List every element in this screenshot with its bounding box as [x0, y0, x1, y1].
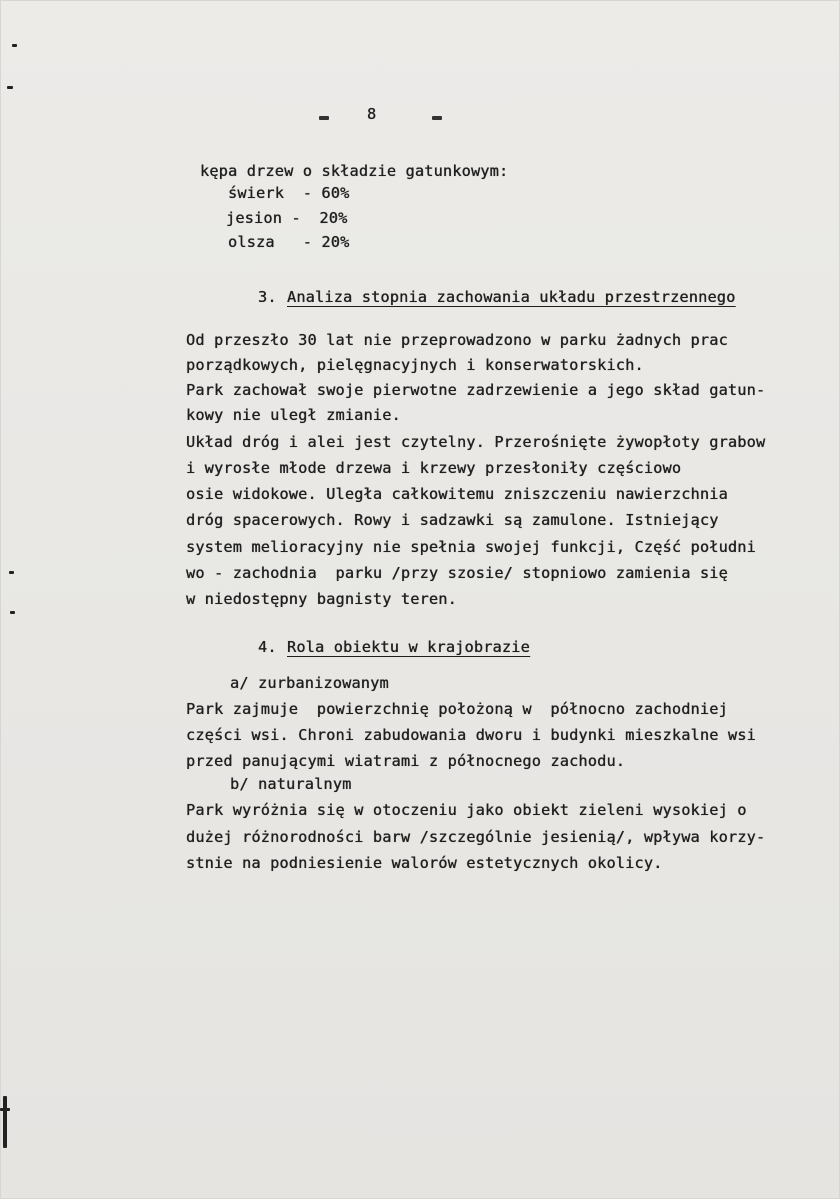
section3-line: porządkowych, pielęgnacyjnych i konserwatorskich.: [186, 356, 644, 374]
section3-line: dróg spacerowych. Rowy i sadzawki są zamulone. Istniejący: [186, 511, 719, 529]
binding-mark: [10, 611, 15, 614]
section3-line: i wyrosłe młode drzewa i krzewy przesłoniły częściowo: [186, 459, 682, 477]
section3-line: Od przeszło 30 lat nie przeprowadzono w parku żadnych prac: [186, 331, 728, 349]
species-intro: kępa drzew o składzie gatunkowym:: [200, 162, 509, 180]
subsection-a-label: a/ zurbanizowanym: [230, 674, 389, 692]
species-row: olsza - 20%: [228, 233, 350, 251]
binding-mark: [12, 44, 17, 47]
section3-line: kowy nie uległ zmianie.: [186, 406, 401, 424]
species-row: świerk - 60%: [228, 184, 350, 202]
subsection-b-label: b/ naturalnym: [230, 775, 352, 793]
section4-heading: Rola obiektu w krajobrazie: [287, 638, 530, 656]
species-row: jesion - 20%: [226, 209, 348, 227]
subsection-a-line: przed panującymi wiatrami z północnego zachodu.: [186, 752, 626, 770]
section3-number: 3.: [258, 288, 277, 306]
subsection-a-line: Park zajmuje powierzchnię położoną w północno zachodniej: [186, 700, 728, 718]
section3-line: Układ dróg i alei jest czytelny. Przerośnięte żywopłoty grabow: [186, 433, 766, 451]
section3-line: osie widokowe. Uległa całkowitemu zniszczeniu nawierzchnia: [186, 485, 728, 503]
subsection-b-line: dużej różnorodności barw /szczególnie jesienią/, wpływa korzy-: [186, 828, 766, 846]
section3-line: system melioracyjny nie spełnia swojej funkcji, Część południ: [186, 538, 756, 556]
section3-line: wo - zachodnia parku /przy szosie/ stopniowo zamienia się: [186, 564, 728, 582]
subsection-b-line: stnie na podniesienie walorów estetycznych okolicy.: [186, 854, 663, 872]
section4-number: 4.: [258, 638, 277, 656]
subsection-a-line: części wsi. Chroni zabudowania dworu i budynki mieszkalne wsi: [186, 726, 756, 744]
binding-mark: [0, 1108, 10, 1111]
section3-heading: Analiza stopnia zachowania układu przestrzennego: [287, 288, 736, 306]
page-number: 8: [367, 105, 377, 123]
binding-mark: [3, 1096, 7, 1148]
section3-line: Park zachował swoje pierwotne zadrzewienie a jego skład gatun-: [186, 381, 766, 399]
subsection-b-line: Park wyróżnia się w otoczeniu jako obiekt zieleni wysokiej o: [186, 801, 747, 819]
binding-mark: [7, 86, 13, 89]
header-dash-right: [432, 116, 442, 120]
binding-mark: [9, 571, 14, 574]
header-dash-left: [319, 116, 329, 120]
section3-line: w niedostępny bagnisty teren.: [186, 590, 457, 608]
